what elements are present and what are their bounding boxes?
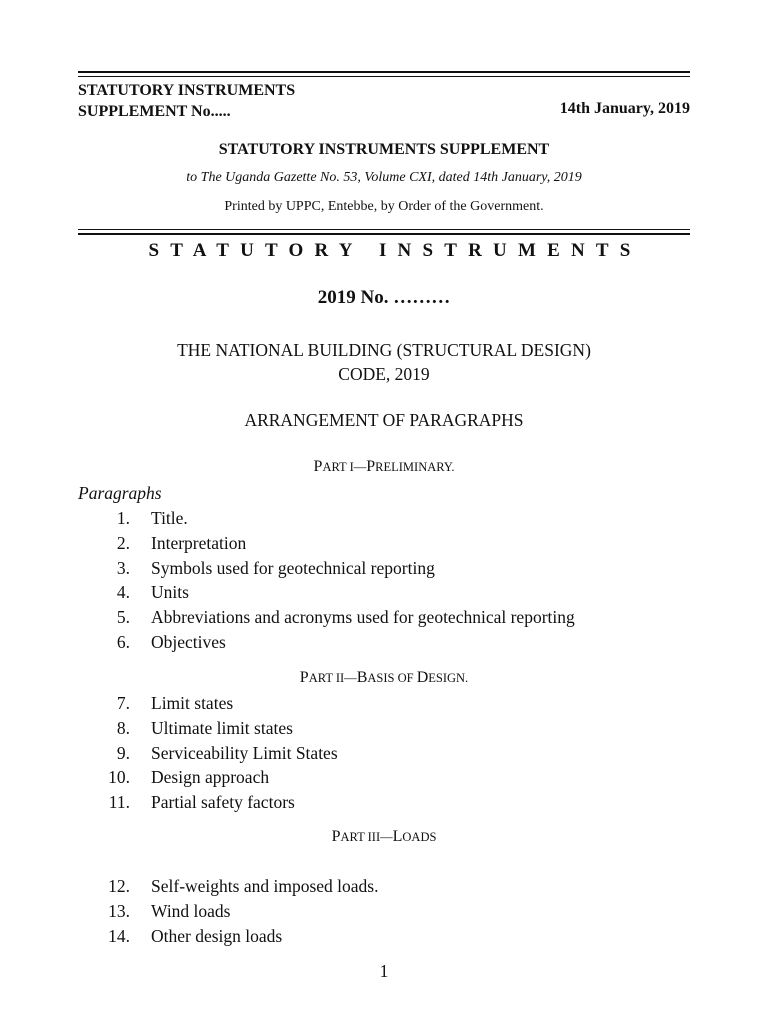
paragraphs-label: Paragraphs [78,483,162,503]
item-text: Self-weights and imposed loads. [151,876,379,896]
item-number: 3. [116,558,130,578]
item-text: Partial safety factors [151,792,295,812]
act-title-line-1: THE NATIONAL BUILDING (STRUCTURAL DESIGN) [177,340,591,360]
list-item [0,693,768,718]
statutory-instruments-heading: STATUTORY INSTRUMENTS [148,240,642,261]
list-item [0,718,768,743]
mid-rule-thin [78,229,690,230]
item-text: Design approach [151,767,270,787]
item-number: 6. [116,632,130,652]
item-text: Other design loads [151,926,283,946]
item-text: Symbols used for geotechnical reporting [151,558,435,578]
list-item [0,582,768,607]
list-item [0,508,768,533]
item-text: Serviceability Limit States [151,743,338,763]
part-1-name-initial: P [366,458,376,475]
mid-rule-thick [78,233,690,235]
part-2-heading [0,669,768,687]
item-number: 9. [116,743,130,763]
header-date: 14th January, 2019 [559,100,690,117]
part-3-heading [0,828,768,846]
part-1-heading [0,458,768,476]
item-text: Ultimate limit states [151,718,293,738]
item-number: 8. [116,718,130,738]
part-2-name-rest: ASIS OF [367,671,417,685]
item-text: Abbreviations and acronyms used for geotechnical reporting [151,607,575,627]
list-item [0,533,768,558]
act-title-line-2: CODE, 2019 [338,364,430,384]
item-text: Limit states [151,693,234,713]
list-item [0,792,768,817]
part-2-name2-initial: D [416,669,429,686]
part-3-name-rest: OADS [402,830,437,844]
part-2-prefix: P [299,669,309,686]
top-rule-thin [78,76,690,77]
top-rule-thick [78,71,690,73]
item-number: 7. [116,693,130,713]
item-text: Title. [151,508,188,528]
arrangement-heading: ARRANGEMENT OF PARAGRAPHS [244,410,524,430]
supplement-title: STATUTORY INSTRUMENTS SUPPLEMENT [218,141,550,158]
item-text: Wind loads [151,901,231,921]
list-item [0,901,768,926]
item-text: Interpretation [151,533,247,553]
part-1-rest: ART I— [322,460,367,474]
part-3-prefix: P [331,828,341,845]
item-text: Units [151,582,189,602]
item-number: 13. [108,901,130,921]
part-1-name-rest: RELIMINARY. [375,460,455,474]
item-text: Objectives [151,632,226,652]
list-item [0,743,768,768]
act-title [0,338,768,386]
part-3-rest: ART III— [340,830,393,844]
supplement-printed: Printed by UPPC, Entebbe, by Order of the Government. [224,199,544,214]
header-line-2: SUPPLEMENT No..... [78,103,231,120]
supplement-subtitle: to The Uganda Gazette No. 53, Volume CXI, dated 14th January, 2019 [186,170,582,185]
part-3-name-initial: L [392,828,403,845]
item-number: 2. [116,533,130,553]
part-1-prefix: P [313,458,323,475]
list-item [0,632,768,657]
part-2-name2-rest: ESIGN. [428,671,469,685]
list-item [0,767,768,792]
item-number: 4. [116,582,130,602]
si-number: 2019 No. ……… [317,287,451,308]
list-item [0,607,768,632]
part-2-rest: ART II— [308,671,357,685]
item-number: 14. [108,926,130,946]
list-item [0,876,768,901]
page-number: 1 [379,961,389,981]
header-line-1: STATUTORY INSTRUMENTS [78,82,296,99]
item-number: 1. [116,508,130,528]
item-number: 10. [108,767,130,787]
list-item [0,558,768,583]
item-number: 11. [108,792,130,812]
item-number: 12. [108,876,130,896]
item-number: 5. [116,607,130,627]
list-item [0,926,768,951]
part-2-name-initial: B [356,669,368,686]
